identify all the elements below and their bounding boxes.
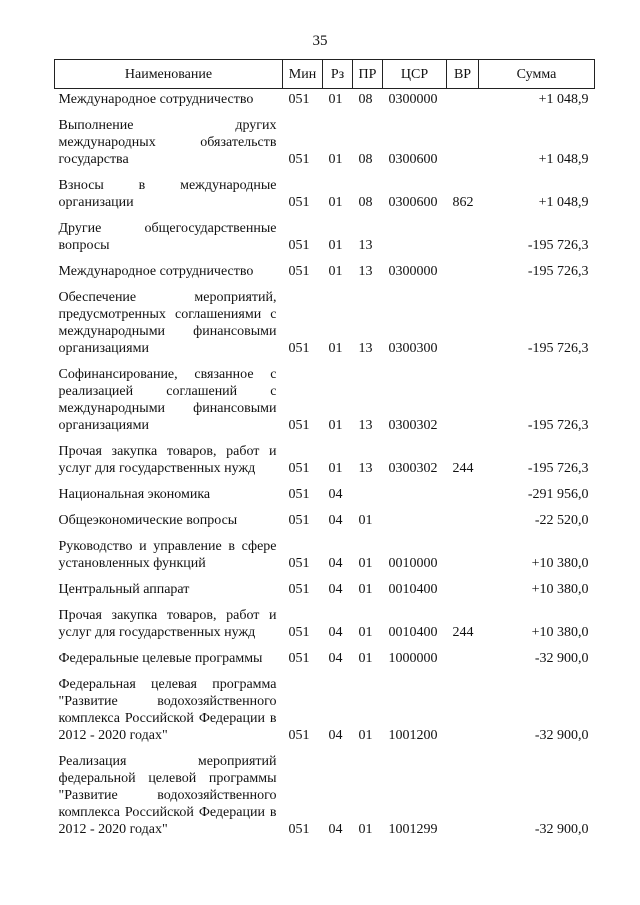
row-rz: 01 <box>328 461 343 476</box>
row-vr <box>447 360 479 437</box>
row-name: Другие общегосударственные вопросы <box>58 221 277 253</box>
page-number: 35 <box>312 33 328 49</box>
row-min: 051 <box>288 92 310 107</box>
table-row <box>55 532 595 575</box>
row-csr: 0300302 <box>388 461 438 476</box>
table-row <box>55 644 595 670</box>
row-vr <box>447 670 479 747</box>
row-name: Федеральная целевая программа "Развитие водохозяйственного комплекса Российской Федерации в 2012 - 2020 годах" <box>58 677 277 743</box>
row-pr: 01 <box>358 728 373 743</box>
row-sum: +1 048,9 <box>538 152 589 167</box>
header-name: Наименование <box>55 60 283 89</box>
row-csr: 0010400 <box>388 625 438 640</box>
table-row <box>55 257 595 283</box>
row-sum: -32 900,0 <box>534 651 589 666</box>
row-vr <box>447 283 479 360</box>
row-sum: -195 726,3 <box>527 341 589 356</box>
row-name: Руководство и управление в сфере установленных функций <box>58 539 277 571</box>
row-rz: 01 <box>328 152 343 167</box>
row-name: Реализация мероприятий федеральной целевой программы "Развитие водохозяйственного комплекса Российской Федерации в 2012 - 2020 годах" <box>58 754 277 837</box>
table-row <box>55 601 595 644</box>
table-row <box>55 480 595 506</box>
row-pr: 13 <box>358 461 373 476</box>
row-csr: 0300600 <box>388 195 438 210</box>
row-min: 051 <box>288 625 310 640</box>
row-rz: 01 <box>328 264 343 279</box>
budget-table <box>54 59 595 841</box>
row-vr <box>447 480 479 506</box>
row-csr <box>383 214 447 257</box>
row-rz: 01 <box>328 341 343 356</box>
row-vr <box>447 111 479 171</box>
row-sum: -195 726,3 <box>527 264 589 279</box>
table-row <box>55 506 595 532</box>
row-min: 051 <box>288 238 310 253</box>
row-csr: 0300000 <box>388 264 438 279</box>
row-pr: 13 <box>358 418 373 433</box>
row-csr: 1001299 <box>388 822 438 837</box>
row-pr: 13 <box>358 238 373 253</box>
row-csr: 0300302 <box>388 418 438 433</box>
row-vr <box>447 214 479 257</box>
row-min: 051 <box>288 728 310 743</box>
table-row <box>55 670 595 747</box>
row-rz: 04 <box>328 625 343 640</box>
table-row <box>55 89 595 112</box>
row-pr: 01 <box>358 556 373 571</box>
row-sum: -195 726,3 <box>527 238 589 253</box>
row-name: Общеэкономические вопросы <box>58 513 238 528</box>
row-vr <box>447 644 479 670</box>
row-pr: 13 <box>358 341 373 356</box>
row-rz: 01 <box>328 92 343 107</box>
table-header <box>55 60 595 89</box>
row-name: Центральный аппарат <box>58 582 190 597</box>
row-rz: 04 <box>328 582 343 597</box>
table-row <box>55 575 595 601</box>
row-name: Прочая закупка товаров, работ и услуг для государственных нужд <box>58 444 277 476</box>
row-min: 051 <box>288 651 310 666</box>
row-name: Софинансирование, связанное с реализацией соглашений с международными финансовыми организациями <box>58 367 277 433</box>
row-pr <box>353 480 383 506</box>
table-row <box>55 283 595 360</box>
row-rz: 04 <box>328 556 343 571</box>
header-csr: ЦСР <box>383 60 447 89</box>
row-name: Международное сотрудничество <box>58 92 254 107</box>
row-rz: 04 <box>328 822 343 837</box>
row-sum: -32 900,0 <box>534 728 589 743</box>
row-min: 051 <box>288 195 310 210</box>
row-vr <box>447 747 479 841</box>
header-rz: Рз <box>323 60 353 89</box>
row-vr <box>447 532 479 575</box>
row-rz: 04 <box>328 728 343 743</box>
row-min: 051 <box>288 513 310 528</box>
row-min: 051 <box>288 582 310 597</box>
row-pr: 08 <box>358 152 373 167</box>
row-sum: -195 726,3 <box>527 461 589 476</box>
row-rz: 04 <box>328 487 343 502</box>
table-row <box>55 747 595 841</box>
row-name: Взносы в международные организации <box>58 178 277 210</box>
row-sum: +1 048,9 <box>538 195 589 210</box>
row-csr: 1000000 <box>388 651 438 666</box>
table-row <box>55 360 595 437</box>
row-rz: 04 <box>328 513 343 528</box>
row-sum: +10 380,0 <box>531 582 589 597</box>
row-rz: 04 <box>328 651 343 666</box>
row-rz: 01 <box>328 418 343 433</box>
row-min: 051 <box>288 418 310 433</box>
row-min: 051 <box>288 341 310 356</box>
row-csr: 0300000 <box>388 92 438 107</box>
row-name: Обеспечение мероприятий, предусмотренных соглашениями с международными финансовыми организациями <box>58 290 277 356</box>
row-vr <box>447 257 479 283</box>
table-row <box>55 171 595 214</box>
header-min: Мин <box>283 60 323 89</box>
row-name: Национальная экономика <box>58 487 211 502</box>
row-pr: 08 <box>358 195 373 210</box>
row-name: Международное сотрудничество <box>58 264 254 279</box>
row-rz: 01 <box>328 238 343 253</box>
row-sum: -32 900,0 <box>534 822 589 837</box>
row-min: 051 <box>288 461 310 476</box>
row-csr: 0010000 <box>388 556 438 571</box>
row-min: 051 <box>288 487 310 502</box>
row-vr <box>447 506 479 532</box>
row-pr: 01 <box>358 625 373 640</box>
row-rz: 01 <box>328 195 343 210</box>
row-csr <box>383 506 447 532</box>
row-csr: 1001200 <box>388 728 438 743</box>
table-row <box>55 111 595 171</box>
row-pr: 01 <box>358 822 373 837</box>
row-vr: 862 <box>452 195 474 210</box>
row-min: 051 <box>288 556 310 571</box>
table-row <box>55 214 595 257</box>
row-sum: -291 956,0 <box>527 487 589 502</box>
table-row <box>55 437 595 480</box>
row-sum: -22 520,0 <box>534 513 589 528</box>
row-pr: 08 <box>358 92 373 107</box>
row-sum: +10 380,0 <box>531 556 589 571</box>
row-min: 051 <box>288 264 310 279</box>
row-csr: 0010400 <box>388 582 438 597</box>
row-vr <box>447 89 479 112</box>
row-min: 051 <box>288 152 310 167</box>
row-vr: 244 <box>452 461 474 476</box>
row-name: Выполнение других международных обязательств государства <box>58 118 277 167</box>
row-csr: 0300600 <box>388 152 438 167</box>
row-pr: 01 <box>358 582 373 597</box>
table-body <box>55 89 595 842</box>
header-sum: Сумма <box>479 60 595 89</box>
row-sum: -195 726,3 <box>527 418 589 433</box>
row-name: Прочая закупка товаров, работ и услуг для государственных нужд <box>58 608 277 640</box>
row-csr: 0300300 <box>388 341 438 356</box>
header-vr: ВР <box>447 60 479 89</box>
row-vr <box>447 575 479 601</box>
row-pr: 01 <box>358 651 373 666</box>
row-vr: 244 <box>452 625 474 640</box>
row-pr: 13 <box>358 264 373 279</box>
header-pr: ПР <box>353 60 383 89</box>
row-sum: +1 048,9 <box>538 92 589 107</box>
row-sum: +10 380,0 <box>531 625 589 640</box>
row-csr <box>383 480 447 506</box>
row-pr: 01 <box>358 513 373 528</box>
row-min: 051 <box>288 822 310 837</box>
row-name: Федеральные целевые программы <box>58 651 263 666</box>
